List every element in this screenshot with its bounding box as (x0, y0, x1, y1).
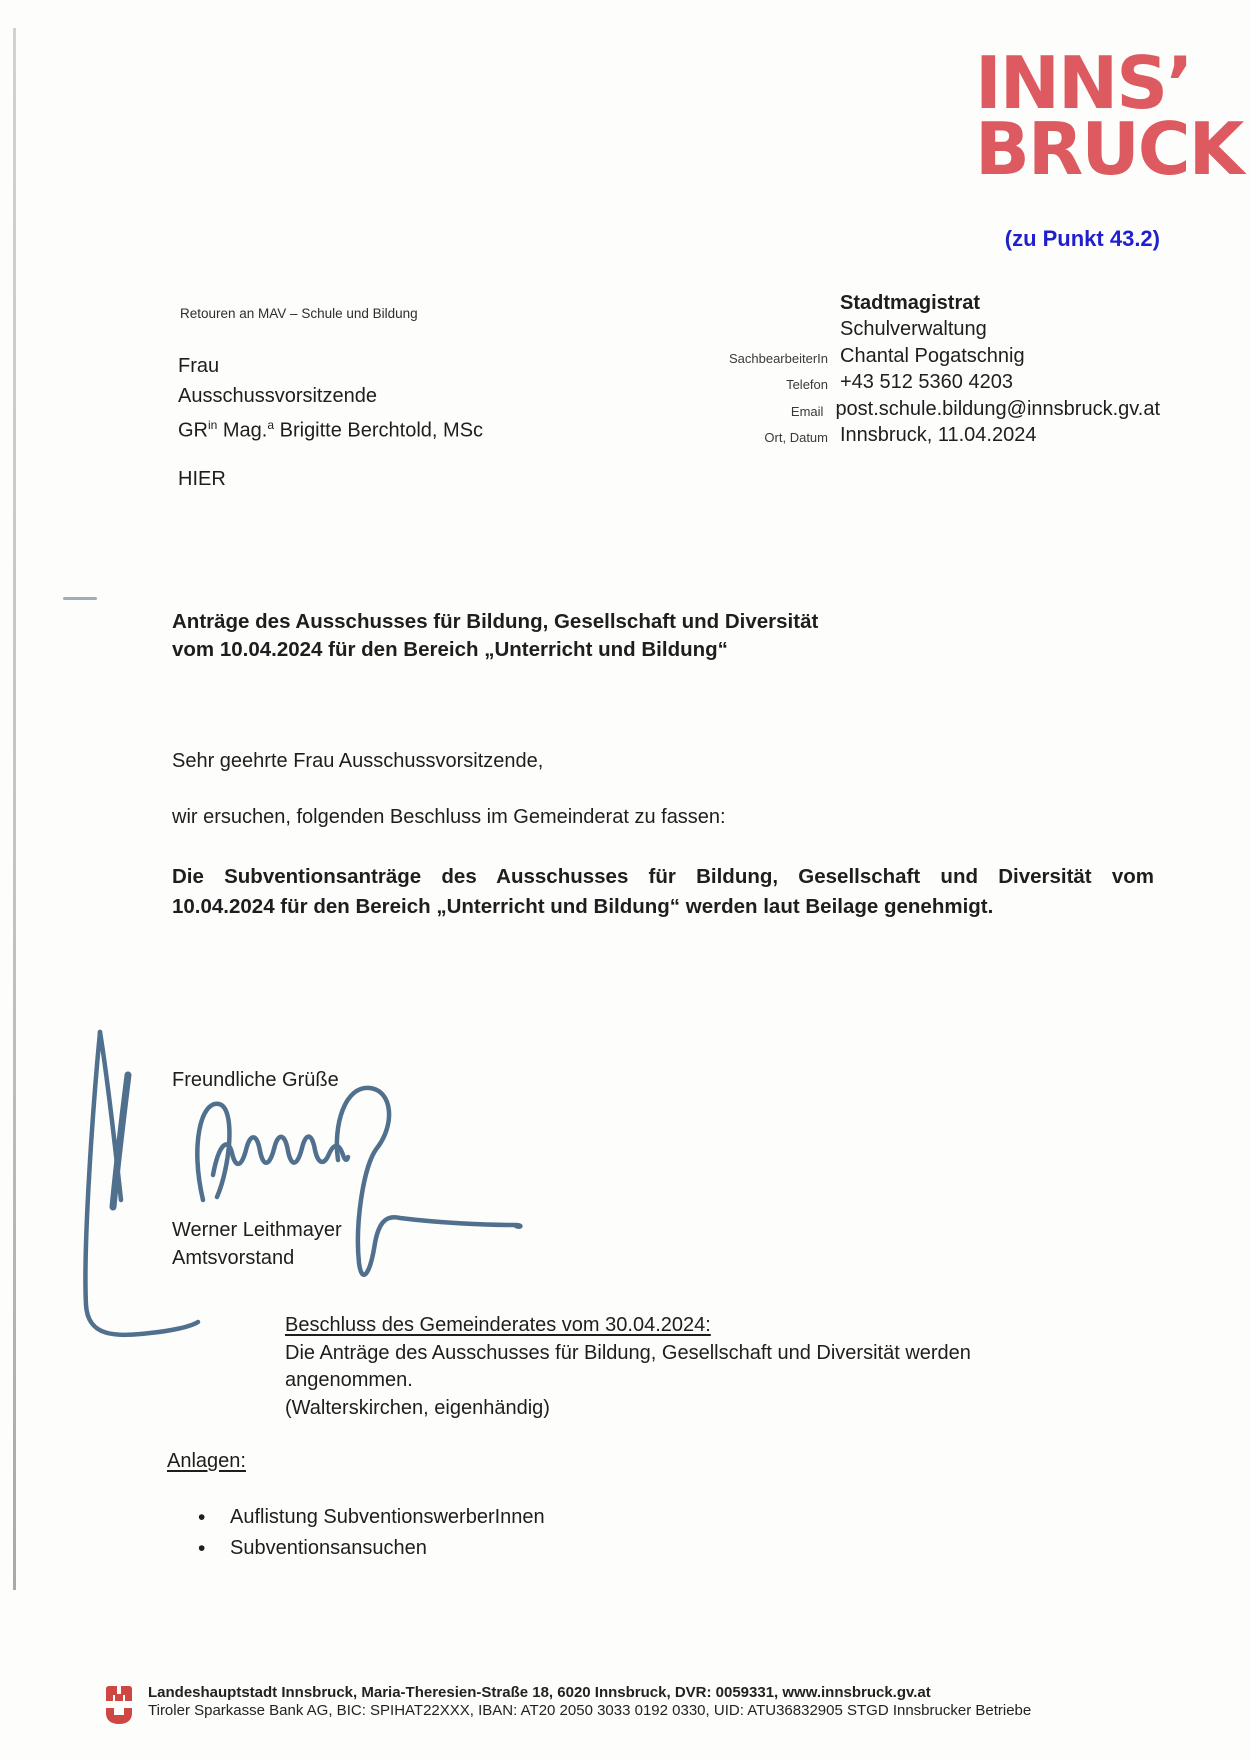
logo-line-1: INNS’ (975, 41, 1192, 125)
sender-place-date: Innsbruck, 11.04.2024 (840, 423, 1037, 446)
recipient-name-line (178, 411, 483, 446)
recipient-address-block (178, 352, 483, 446)
salutation: Sehr geehrte Frau Ausschussvorsitzende, (172, 750, 544, 772)
recipient-role-line: Ausschussvorsitzende (178, 384, 377, 407)
sender-row (600, 292, 1160, 318)
attachments-list (198, 1506, 545, 1568)
signer-name: Werner Leithmayer (172, 1219, 342, 1241)
signer-title: Amtsvorstand (172, 1247, 295, 1269)
sender-org: Stadtmagistrat (840, 292, 981, 314)
sender-info-block (600, 292, 1160, 450)
recipient-salutation-line: Frau (178, 355, 220, 377)
sender-phone: +43 512 5360 4203 (840, 371, 1013, 394)
subject-line-1: Anträge des Ausschusses für Bildung, Gesellschaft und Diversität (172, 610, 819, 633)
footer-line-2: Tiroler Sparkasse Bank AG, BIC: SPIHAT22XXX, IBAN: AT20 2050 3033 0192 0330, UID: ATU36832905 STGD Innsbrucker Betriebe (148, 1701, 1032, 1719)
decision-line-2: angenommen. (285, 1369, 413, 1391)
sender-row (600, 371, 1160, 397)
sender-clerk: Chantal Pogatschnig (840, 344, 1025, 367)
sender-email: post.schule.bildung@innsbruck.gv.at (835, 397, 1160, 420)
recipient-location: HIER (178, 468, 226, 490)
logo-line-2: BRUCK (975, 107, 1243, 191)
innsbruck-crest-icon (102, 1686, 136, 1724)
recipient-name-part: GR (178, 419, 208, 442)
sender-row-label: Ort, Datum (764, 429, 828, 445)
sender-row (600, 345, 1160, 371)
attachment-item-label: Subventionsansuchen (230, 1537, 427, 1559)
agenda-point-annotation: (zu Punkt 43.2) (1004, 226, 1160, 251)
innsbruck-logo (975, 41, 1243, 191)
council-decision-block (285, 1312, 971, 1422)
sender-row (600, 424, 1160, 450)
return-address-note: Retouren an MAV – Schule und Bildung (180, 306, 418, 321)
recipient-name-part: Brigitte Berchtold, MSc (274, 419, 484, 442)
sender-row-label: SachbearbeiterIn (728, 350, 828, 366)
recipient-name-part: Mag. (217, 419, 268, 442)
signature-scrawl (213, 1137, 348, 1175)
closing-phrase: Freundliche Grüße (172, 1069, 339, 1091)
list-item (198, 1537, 545, 1561)
sender-row-label: Email (790, 403, 824, 419)
signature-flourish-tail (337, 1088, 520, 1275)
decision-line-1: Die Anträge des Ausschusses für Bildung, Gesellschaft und Diversität werden (285, 1341, 971, 1364)
sender-row-label (600, 318, 840, 344)
resolution-paragraph (172, 862, 1154, 922)
resolution-line-1: Die Subventionsanträge des Ausschusses für Bildung, Gesellschaft und Diversität vom (172, 865, 1154, 888)
resolution-line-2: 10.04.2024 für den Bereich „Unterricht und Bildung“ werden laut Beilage genehmigt. (172, 895, 994, 918)
sender-row (600, 318, 1160, 344)
signature-scrawl (197, 1104, 229, 1200)
list-item (198, 1506, 545, 1530)
signature-paraph-stroke (85, 1032, 198, 1335)
sender-department: Schulverwaltung (840, 318, 987, 341)
margin-dash-artifact (63, 597, 97, 600)
decision-heading: Beschluss des Gemeinderates vom 30.04.2024: (285, 1314, 711, 1336)
footer-line-1: Landeshauptstadt Innsbruck, Maria-Theresien-Straße 18, 6020 Innsbruck, DVR: 0059331, www.innsbruck.gv.at (148, 1684, 931, 1701)
intro-sentence: wir ersuchen, folgenden Beschluss im Gemeinderat zu fassen: (172, 806, 726, 828)
attachments-heading: Anlagen: (167, 1450, 246, 1472)
scan-edge-artifact (13, 28, 16, 1590)
sender-row-label (600, 292, 840, 318)
subject-line-2: vom 10.04.2024 für den Bereich „Unterricht und Bildung“ (172, 638, 728, 661)
recipient-name-sup: in (208, 418, 218, 432)
bullet-icon: • (198, 1537, 206, 1560)
subject-block (172, 608, 818, 664)
sender-row-label: Telefon (786, 377, 828, 393)
sender-row (600, 398, 1160, 424)
decision-line-3: (Walterskirchen, eigenhändig) (285, 1396, 550, 1419)
signer-block (172, 1216, 342, 1272)
footer-block (148, 1684, 1031, 1719)
attachment-item-label: Auflistung SubventionswerberInnen (230, 1506, 545, 1528)
recipient-name-sup: a (267, 418, 275, 432)
bullet-icon: • (198, 1506, 206, 1529)
